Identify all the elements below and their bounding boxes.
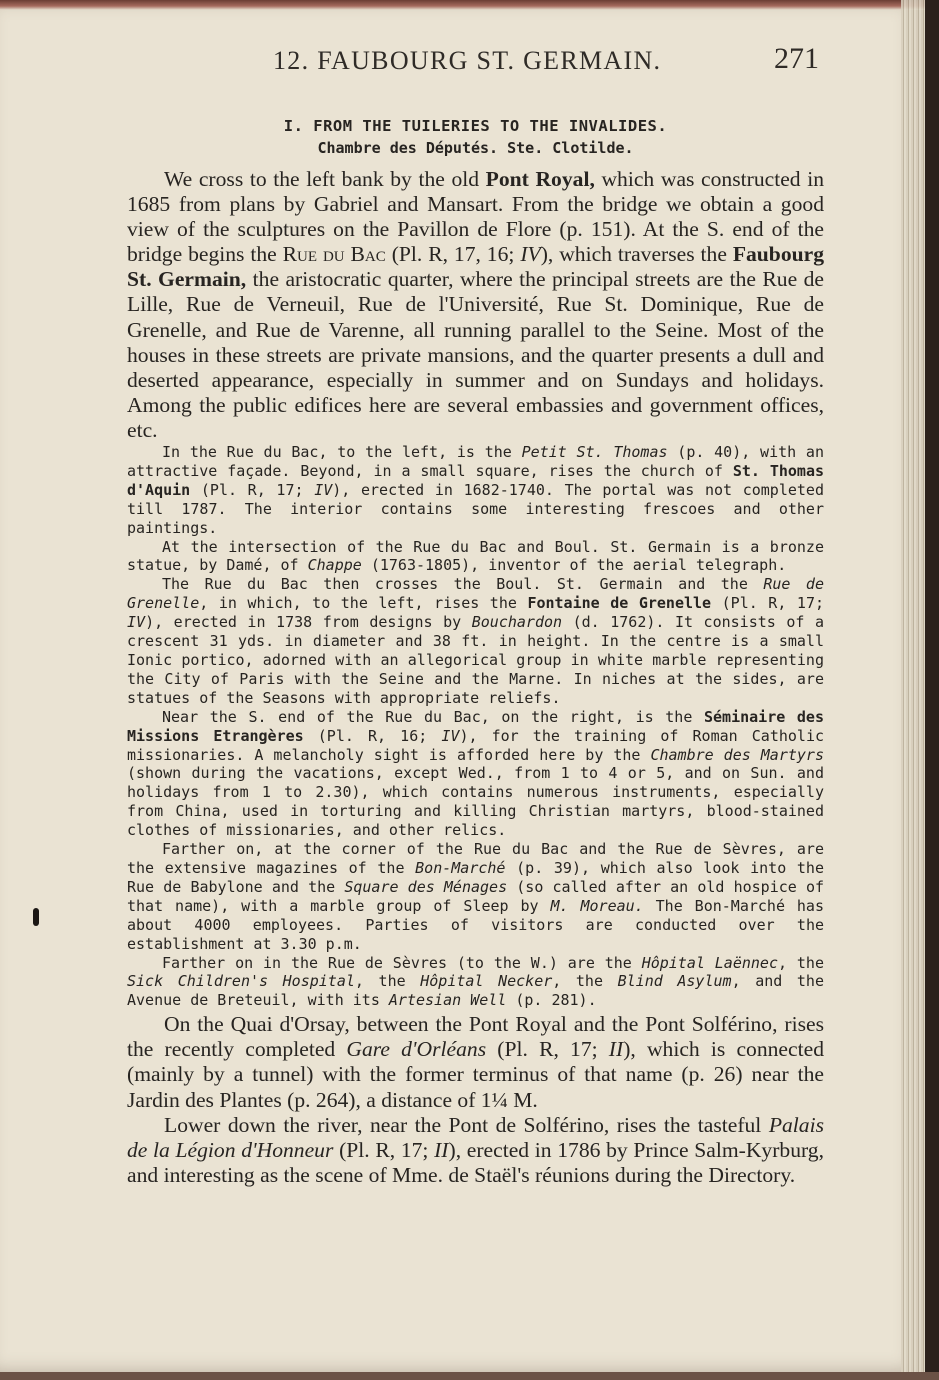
- paragraph-pont-royal: We cross to the left bank by the old Pont Royal, which was constructed in 1685 from plans by Gabriel and Mansart. From the bridge we obtain a good view of the sculptures on the Pavillon de Flore (p. 151). At the S. end of the bridge begins the Rue du Bac (Pl. R, 17, 16; IV), which traverses the Faubourg St. Germain, the aristocratic quarter, where the principal streets are the Rue de Lille, Rue de Verneuil, Rue de l'Université, Rue St. Dominique, Rue de Grenelle, and Rue de Varenne, all running parallel to the Seine. Most of the houses in these streets are private mansions, and the quarter presents a dull and deserted appearance, especially in summer and on Sundays and holidays. Among the public edifices here are several embassies and government offices, etc.: [127, 167, 825, 442]
- paragraph-gare-orleans: On the Quai d'Orsay, between the Pont Royal and the Pont Solférino, rises the recently completed Gare d'Orléans (Pl. R, 17; II), which is connected (mainly by a tunnel) with the former terminus of that name (p. 26) near the Jardin des Plantes (p. 264), a distance of 1¼ M.: [127, 1012, 824, 1112]
- page-body: [127, 115, 824, 1188]
- page-bottom-edge: [0, 1372, 939, 1380]
- note-st-thomas: In the Rue du Bac, to the left, is the Petit St. Thomas (p. 40), with an attractive façade. Beyond, in a small square, rises the church of St. Thomas d'Aquin (Pl. R, 17; IV), erected in 1682-1740. The portal was not completed till 1787. The interior contains some interesting frescoes and other paintings.: [127, 443, 825, 537]
- running-head: 12. FAUBOURG ST. GERMAIN.: [273, 46, 662, 75]
- paragraph-legion-honneur: Lower down the river, near the Pont de Solférino, rises the tasteful Palais de la Légion d'Honneur (Pl. R, 17; II), erected in 1786 by Prince Salm-Kyrburg, and interesting as the scene of Mme. de Staël's réunions during the Directory.: [127, 1112, 824, 1187]
- section-subtitle: Chambre des Députés. Ste. Clotilde.: [317, 139, 634, 157]
- section-title: I. FROM THE TUILERIES TO THE INVALIDES.: [283, 117, 668, 135]
- page-header: [127, 42, 823, 82]
- page-top-edge: [0, 0, 925, 10]
- page-fore-edge: [901, 0, 925, 1372]
- page-number: 271: [774, 42, 819, 75]
- note-fontaine-grenelle: The Rue du Bac then crosses the Boul. St. Germain and the Rue de Grenelle, in which, to the left, rises the Fontaine de Grenelle (Pl. R, 17; IV), erected in 1738 from designs by Bouchardon (d. 1762). It consists of a crescent 31 yds. in diameter and 38 ft. in height. In the centre is a small Ionic portico, adorned with an allegorical group in white marble representing the City of Paris with the Seine and the Marne. In niches at the sides, are statues of the Seasons with appropriate reliefs.: [127, 575, 825, 707]
- note-seminaire: Near the S. end of the Rue du Bac, on the right, is the Séminaire des Missions Etrangères (Pl. R, 16; IV), for the training of Roman Catholic missionaries. A melancholy sight is afforded here by the Chambre des Martyrs (shown during the vacations, except Wed., from 1 to 4 or 5, and on Sun. and holidays from 1 to 2.30), which contains numerous instruments, especially from China, used in torturing and killing Christian martyrs, blood-stained clothes of missionaries, and other relics.: [127, 707, 825, 840]
- note-rue-de-sevres: Farther on in the Rue de Sèvres (to the W.) are the Hôpital Laënnec, the Sick Children's Hospital, the Hôpital Necker, the Blind Asylum, and the Avenue de Breteuil, with its Artesian Well (p. 281).: [127, 953, 824, 1010]
- note-chappe-statue: At the intersection of the Rue du Bac and Boul. St. Germain is a bronze statue, by Damé, of Chappe (1763-1805), inventor of the aerial telegraph.: [127, 537, 824, 575]
- note-bon-marche: Farther on, at the corner of the Rue du Bac and the Rue de Sèvres, are the extensive magazines of the Bon-Marché (p. 39), which also look into the Rue de Babylone and the Square des Ménages (so called after an old hospice of that name), with a marble group of Sleep by M. Moreau. The Bon-Marché has about 4000 employees. Parties of visitors are conducted over the establishment at 3.30 p.m.: [127, 840, 825, 953]
- binding-mark: [33, 908, 39, 926]
